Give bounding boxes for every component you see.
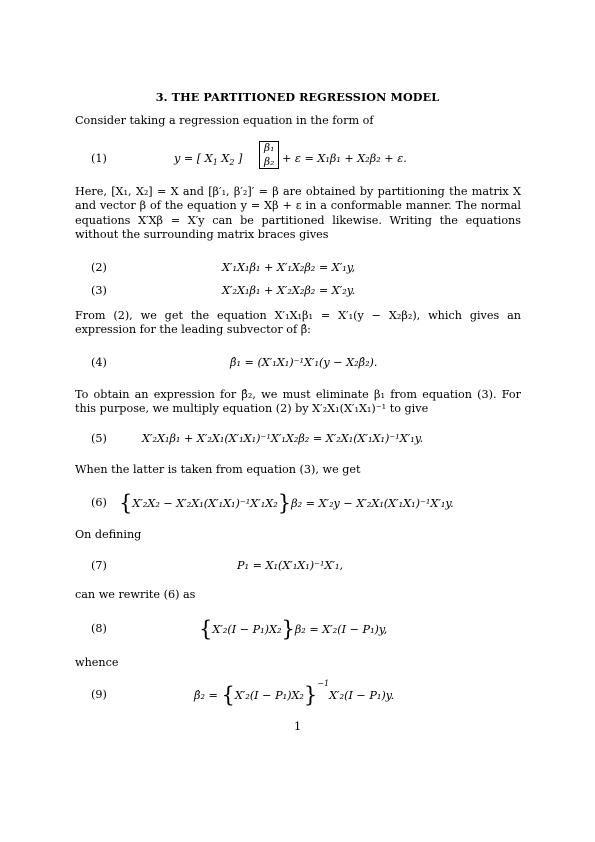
left-brace: { [199,617,213,641]
paragraph-latter: When the latter is taken from equation (3), we get [75,463,361,476]
paragraph-rewrite: can we rewrite (6) as [75,588,196,601]
equation-number: (7) [91,559,107,572]
equation-body: P₁ = X₁(X′₁X₁)⁻¹X′₁, [237,559,344,572]
paragraph-defining: On defining [75,528,142,541]
equation-5 [75,432,521,452]
right-brace: } [303,683,318,707]
equation-lhs: y = [ $X_1$ $X_2$ ] [174,152,243,168]
paragraph-whence: whence [75,656,119,669]
equation-number: (8) [91,622,107,635]
equation-number: (9) [91,688,107,701]
left-brace: { [119,491,133,515]
paragraph-from-2: From (2), we get the equation X′₁X₁β₁ = X′₁(y − X₂β₂), which gives an expression for the leading subvector of β̂: [75,309,521,337]
equation-body: X′₂X₁β₁ + X′₂X₂β₂ = X′₂y. [222,284,356,297]
paragraph-partitioning: Here, [X₁, X₂] = X and [β′₁, β′₂]′ = β are obtained by partitioning the matrix X and vector β of the equation y = Xβ + ε in a conformable manner. The normal equations X′Xβ = X′y can be partitioned likewise. Writing the equations without the surrounding matrix braces gives [75,185,521,241]
intro-paragraph: Consider taking a regression equation in the form of [75,114,374,127]
left-brace: { [221,683,235,707]
equation-body: {X′₂X₂ − X′₂X₁(X′₁X₁)⁻¹X′₁X₂}β₂ = X′₂y − X′₂X₁(X′₁X₁)⁻¹X′₁y. [119,491,454,515]
right-brace: } [281,617,295,641]
equation-3 [75,284,521,304]
equation-number: (5) [91,432,107,445]
equation-body: X′₁X₁β₁ + X′₁X₂β₂ = X′₁y, [222,261,356,274]
equation-2 [75,261,521,281]
equation-4 [75,356,521,376]
equation-number: (6) [91,496,107,509]
equation-number: (2) [91,261,107,274]
equation-6 [75,491,521,516]
section-title: 3. THE PARTITIONED REGRESSION MODEL [155,90,440,104]
equation-body: X′₂X₁β₁ + X′₂X₁(X′₁X₁)⁻¹X′₁X₂β₂ = X′₂X₁(X′₁X₁)⁻¹X′₁y. [142,432,424,445]
equation-number: (1) [91,152,107,165]
right-brace: } [277,491,292,515]
equation-body: β̂₁ = (X′₁X₁)⁻¹X′₁(y − X₂β̂₂). [230,356,378,369]
equation-number: (3) [91,284,107,297]
equation-7 [75,559,521,579]
beta-vector: β₁ β₂ [259,141,279,169]
equation-8 [75,617,521,642]
equation-1 [75,142,521,172]
equation-body: β̂₂ = $\{X'_2(I - P_1)X_2\}^{-1}X'_2(I - P_1)y$. [194,679,395,707]
paragraph-eliminate: To obtain an expression for β̂₂, we must eliminate β₁ from equation (3). For this purpose, we multiply equation (2) by X′₂X₁(X′₁X₁)⁻¹ to give [75,388,521,416]
equation-body: {X′₂(I − P₁)X₂}β₂ = X′₂(I − P₁)y, [199,617,388,641]
equation-rhs: + ε = X₁β₁ + X₂β₂ + ε. [282,152,407,165]
equation-number: (4) [91,356,107,369]
page-number: 1 [293,720,302,733]
equation-9 [75,679,521,708]
